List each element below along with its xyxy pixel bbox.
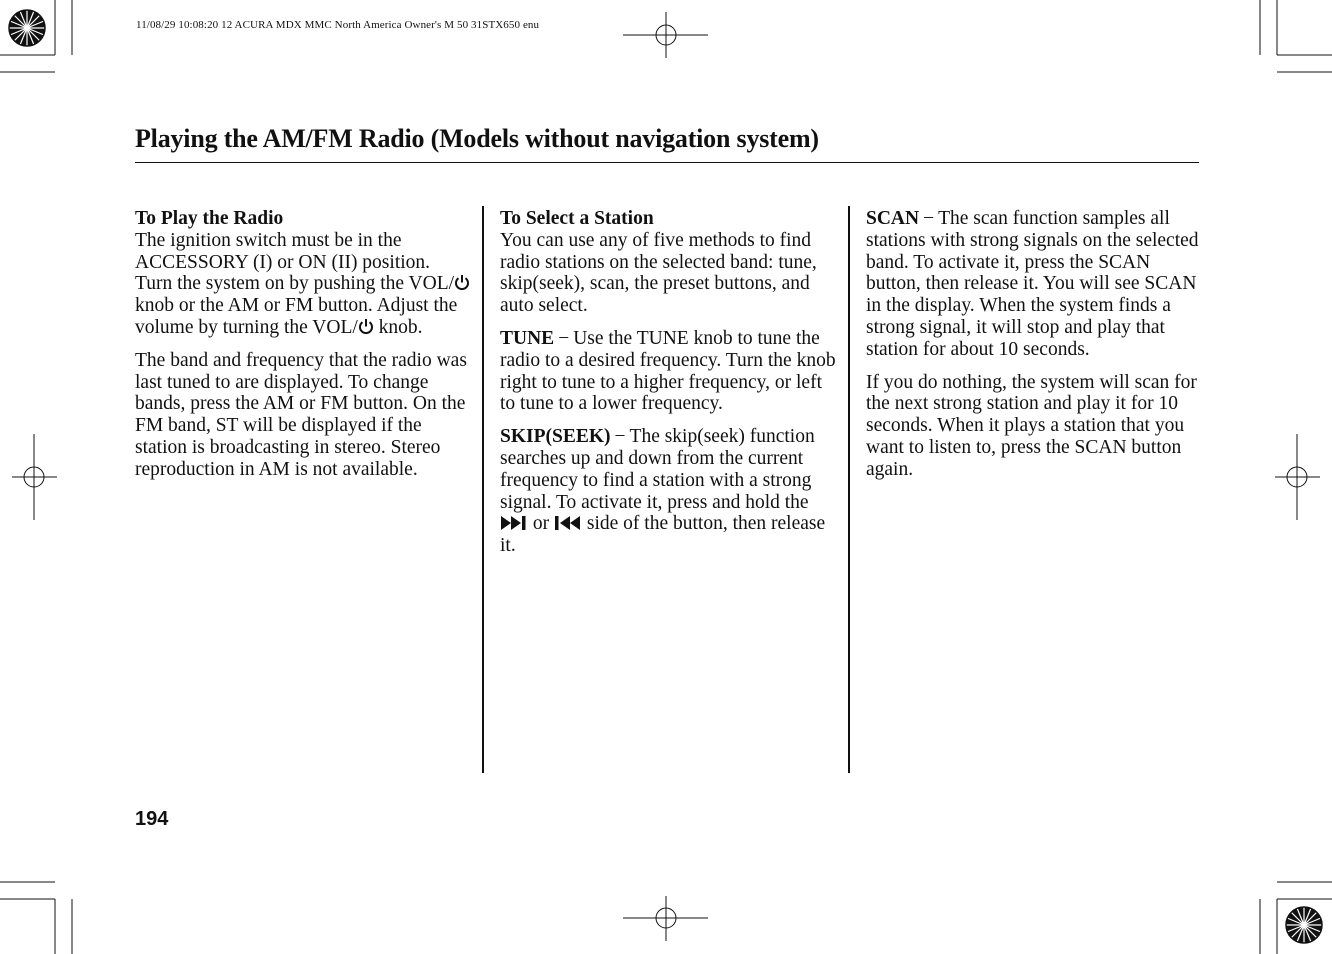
text-ignition-b: knob or the AM or FM button. Adjust the volume by turning the VOL/	[135, 295, 458, 338]
paragraph-scan-next: If you do nothing, the system will scan for the next strong station and play it for 10 seconds. When it plays a station that you want to listen to, press the SCAN button again.	[866, 371, 1197, 480]
title-divider	[135, 162, 1199, 163]
term-tune: TUNE	[500, 327, 555, 349]
skip-back-icon	[554, 515, 582, 531]
power-icon	[358, 318, 374, 335]
term-scan: SCAN	[866, 208, 920, 229]
column-play-radio	[135, 208, 471, 492]
page-title: Playing the AM/FM Radio (Models without navigation system)	[135, 124, 819, 153]
dash: −	[558, 327, 570, 349]
section-heading-select-station: To Select a Station	[500, 208, 654, 229]
dash: −	[614, 426, 626, 448]
text-skip-c: side of the button, then release it.	[500, 513, 826, 557]
print-header: 11/08/29 10:08:20 12 ACURA MDX MMC North America Owner's M 50 31STX650 enu	[136, 19, 540, 31]
skip-forward-icon	[500, 515, 528, 531]
section-heading-play-radio: To Play the Radio	[135, 208, 284, 229]
power-icon	[454, 274, 470, 291]
paragraph-scan	[866, 208, 1200, 361]
text-scan: The scan function samples all stations with strong signals on the selected band. To activate it, press the SCAN button, then release it. You will see SCAN in the display. When the system finds a strong signal, it will stop and play that station for about 10 seconds.	[866, 208, 1199, 360]
column-scan	[866, 208, 1200, 492]
column-select-station	[500, 208, 836, 568]
text-ignition-a: The ignition switch must be in the ACCESSORY (I) or ON (II) position. Turn the system on by pushing the VOL/	[135, 229, 455, 295]
paragraph-band-frequency: The band and frequency that the radio was last tuned to are displayed. To change bands, press the AM or FM button. On the FM band, ST will be displayed if the station is broadcasting in stereo. Stereo reproduction in AM is not available.	[135, 349, 467, 480]
paragraph-ignition	[135, 230, 471, 339]
paragraph-methods: You can use any of five methods to find radio stations on the selected band: tune, skip(seek), scan, the preset buttons, and auto select.	[500, 229, 817, 317]
term-skip-seek: SKIP(SEEK)	[500, 426, 611, 448]
text-skip-b: or	[528, 513, 554, 535]
column-divider-2	[848, 206, 850, 773]
text-skip-a: The skip(seek) function searches up and down from the current frequency to find a station with a strong signal. To activate it, press and hold the	[500, 426, 815, 513]
text-tune: Use the TUNE knob to tune the radio to a desired frequency. Turn the knob right to tune to a higher frequency, or left to tune to a lower frequency.	[500, 327, 836, 415]
page-number: 194	[135, 808, 169, 830]
paragraph-tune	[500, 328, 836, 415]
column-divider-1	[482, 206, 484, 773]
text-ignition-c: knob.	[373, 316, 423, 338]
paragraph-skip-seek	[500, 426, 836, 557]
dash: −	[923, 208, 935, 229]
